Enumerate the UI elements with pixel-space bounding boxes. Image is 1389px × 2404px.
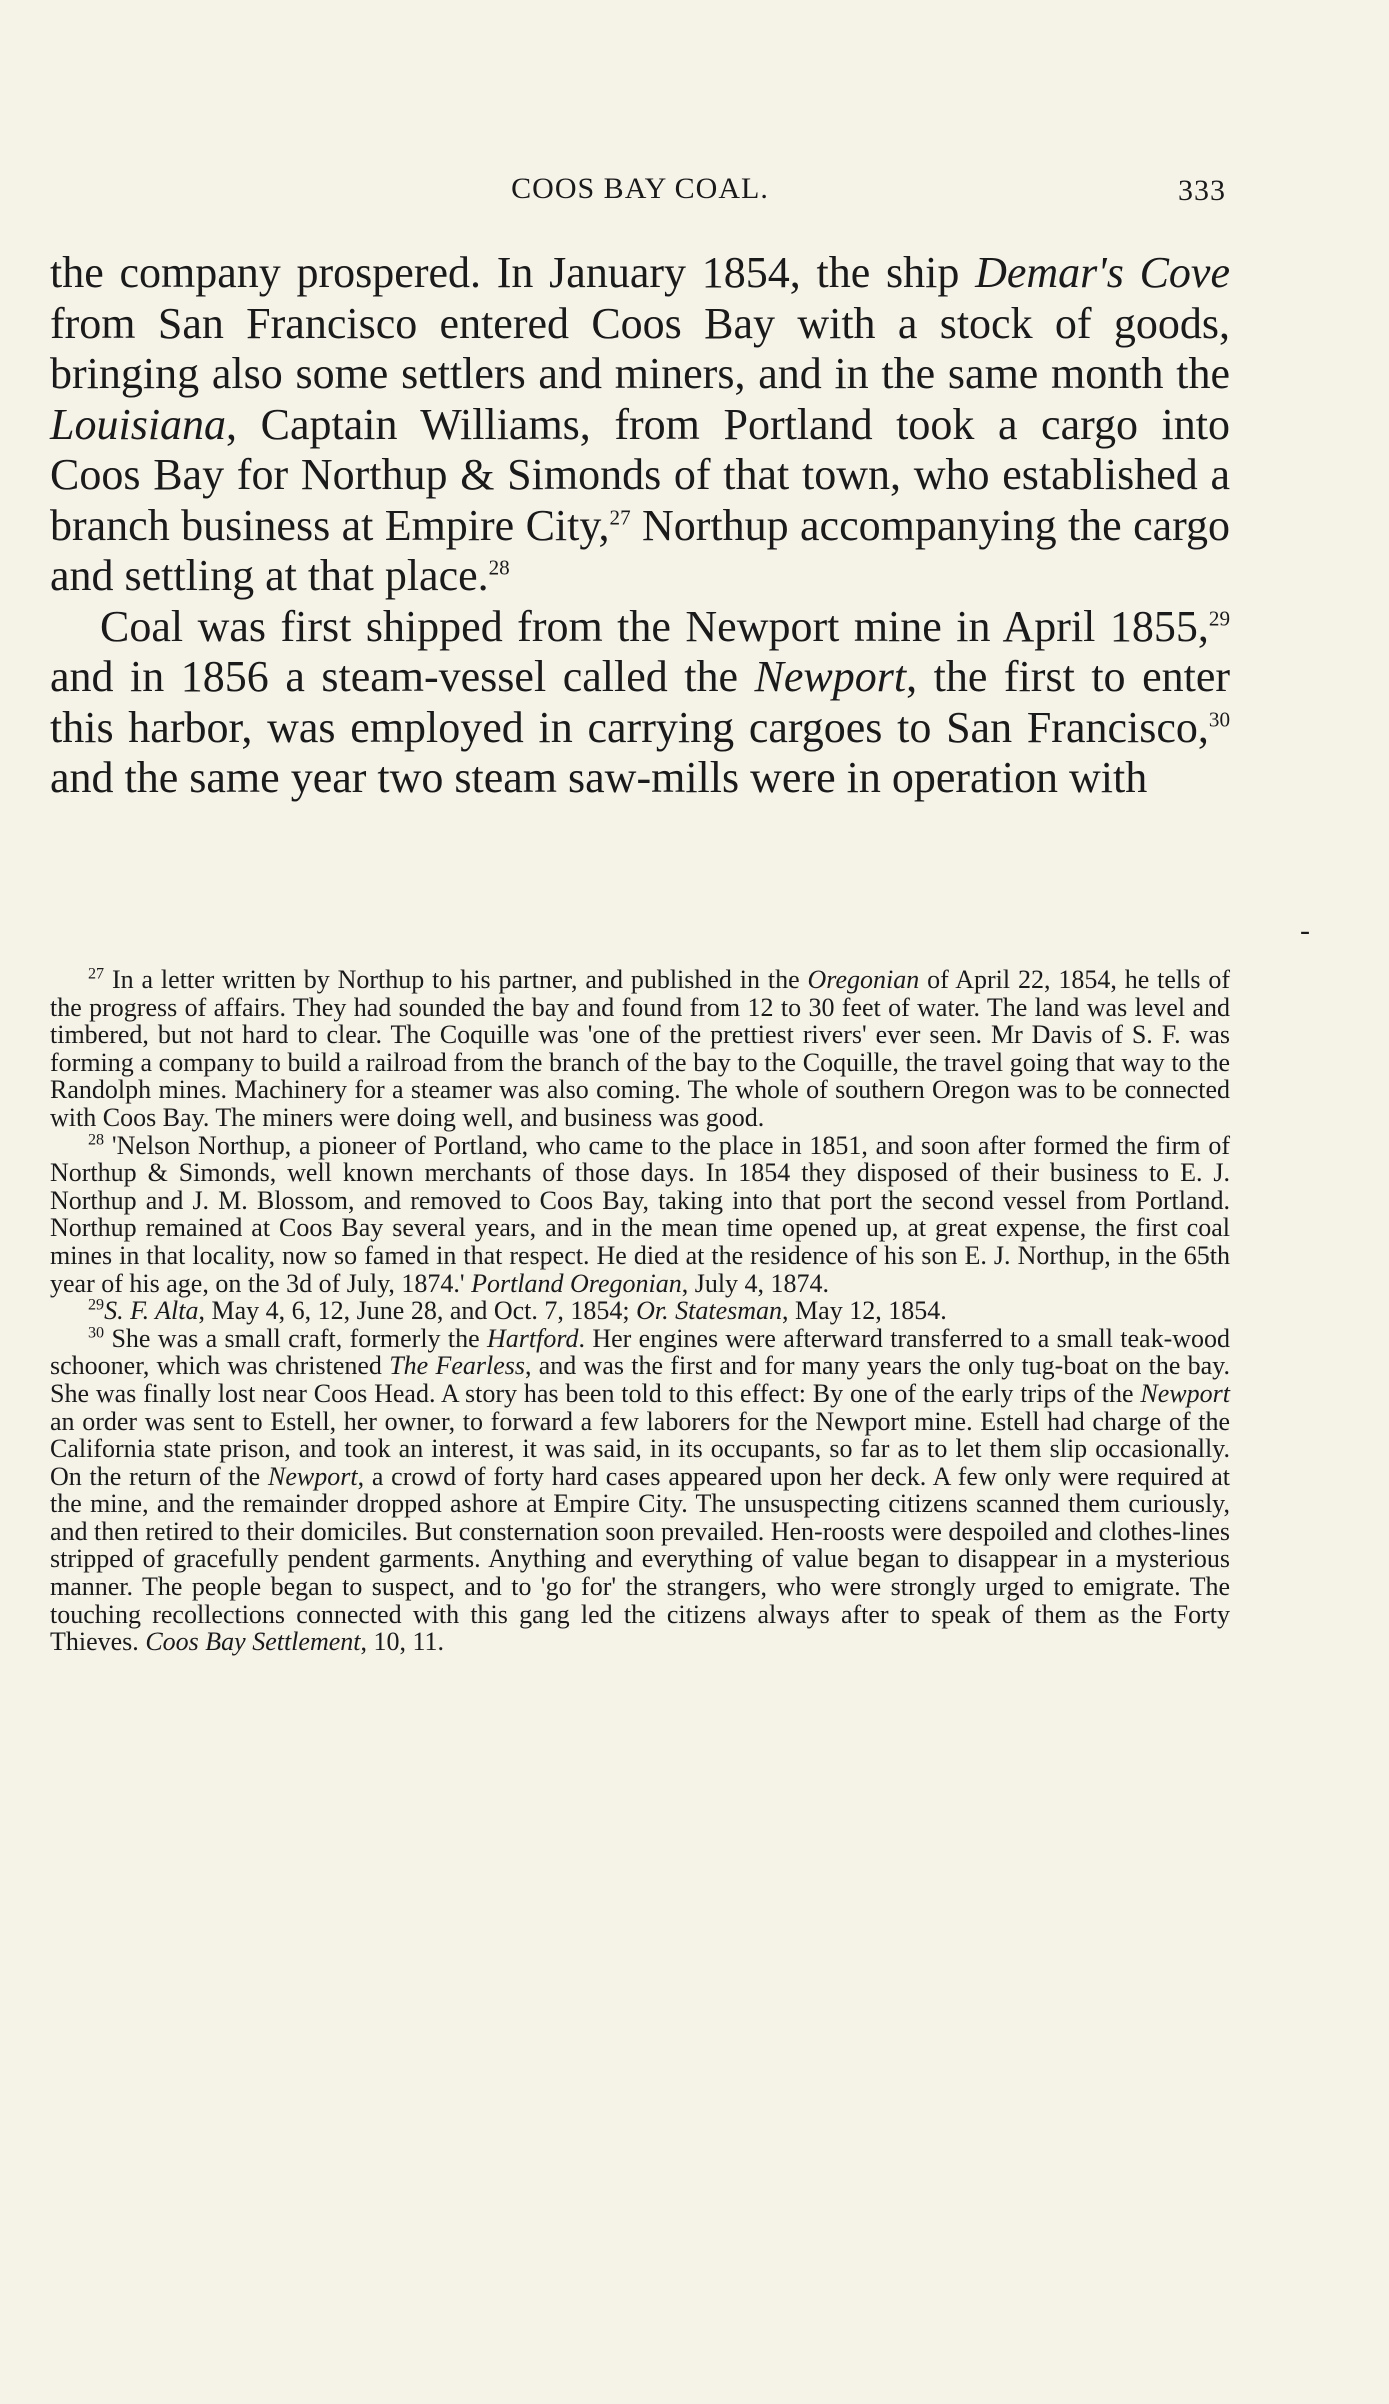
footnote-number: 29 [88,1296,105,1314]
footnote-29: $^{29}$S. F. Alta, May 4, 6, 12, June 28, and Oct. 7, 1854; Or. Statesman, May 12, 1854. [88,1296,947,1326]
footnote-ref-27: 27 [609,504,631,529]
footnote-27: $^{27}$ In a letter written by Northup to his partner, and published in the Oregonian of April 22, 1854, he tells of the progress of affairs. They had sounded the bay and found from 12 to 30 feet of water. The land was level and timbered, but not hard to clear. The Coquille was 'one of the prettiest rivers' ever seen. Mr Davis of S. F. was forming a company to build a railroad from the branch of the bay to the Coquille, the travel going that way to the Randolph mines. Machinery for a steamer was also coming. The whole of southern Oregon was to be connected with Coos Bay. The miners were doing well, and business was good. [50,965,1230,1132]
paragraph-2: Coal was first shipped from the Newport mine in April 1855,29 and in 1856 a steam-vessel called the Newport, the first to enter this harbor, was employed in carrying cargoes to San Francisco,$^{30}$ and the same year two steam saw-mills were in operation with [50,601,1231,802]
footnote-number: 27 [88,965,105,983]
footnote-ref-29: 29 [1208,605,1230,630]
footnote-ref-30: 30 [1208,706,1230,731]
running-head-title: COOS BAY COAL. [511,172,769,205]
margin-mark: - [1300,914,1310,947]
footnote-number: 30 [88,1324,105,1342]
footnote-30: $^{30}$ She was a small craft, formerly the Hartford. Her engines were afterward transferred to a small teak-wood schooner, which was christened The Fearless, and was the first and for many years the only tug-boat on the bay. She was finally lost near Coos Head. A story has been told to this effect: By one of the early trips of the Newport an order was sent to Estell, her owner, to forward a few laborers for the Newport mine. Estell had charge of the California state prison, and took an interest, it was said, in its occupants, so far as to let them slip occasionally. On the return of the Newport, a crowd of forty hard cases appeared upon her deck. A few only were required at the mine, and the remainder dropped ashore at Empire City. The unsuspecting citizens scanned them curiously, and then retired to their domiciles. But consternation soon prevailed. Hen-roosts were despoiled and clothes-lines stripped of gracefully pendent garments. Anything and everything of value began to disappear in a mysterious manner. The people began to suspect, and to 'go for' the strangers, who were strongly urged to emigrate. The touching recollections connected with this gang led the citizens always after to speak of them as the Forty Thieves. Coos Bay Settlement, 10, 11. [50,1323,1231,1657]
footnote-number: 28 [88,1130,105,1148]
main-text [50,248,1230,804]
paragraph-1: the company prospered. In January 1854, the ship Demar's Cove from San Francisco entered Coos Bay with a stock of goods, bringing also some settlers and miners, and in the same month the Louisiana, Captain Williams, from Portland took a cargo into Coos Bay for Northup & Simonds of that town, who established a branch business at Empire City,$^{27}$ Northup accompanying the cargo and settling at that place.$^{28}$ [50,248,1230,600]
footnotes [50,966,1230,1656]
page-number: 333 [1178,174,1226,207]
footnote-ref-28: 28 [488,555,510,580]
ship-name: Newport [754,652,907,701]
footnote-28: $^{28}$ 'Nelson Northup, a pioneer of Portland, who came to the place in 1851, and soon after formed the firm of Northup & Simonds, well known merchants of those days. In 1854 they disposed of their business to E. J. Northup and J. M. Blossom, and removed to Coos Bay, taking into that port the second vessel from Portland. Northup remained at Coos Bay several years, and in the mean time opened up, at great expense, the first coal mines in that locality, now so famed in that respect. He died at the residence of his son E. J. Northup, in the 65th year of his age, on the 3d of July, 1874.' Portland Oregonian, July 4, 1874. [50,1130,1230,1298]
ship-name: Demar's Cove [975,248,1230,297]
ship-name: Louisiana [50,399,227,449]
running-head [50,172,1230,212]
